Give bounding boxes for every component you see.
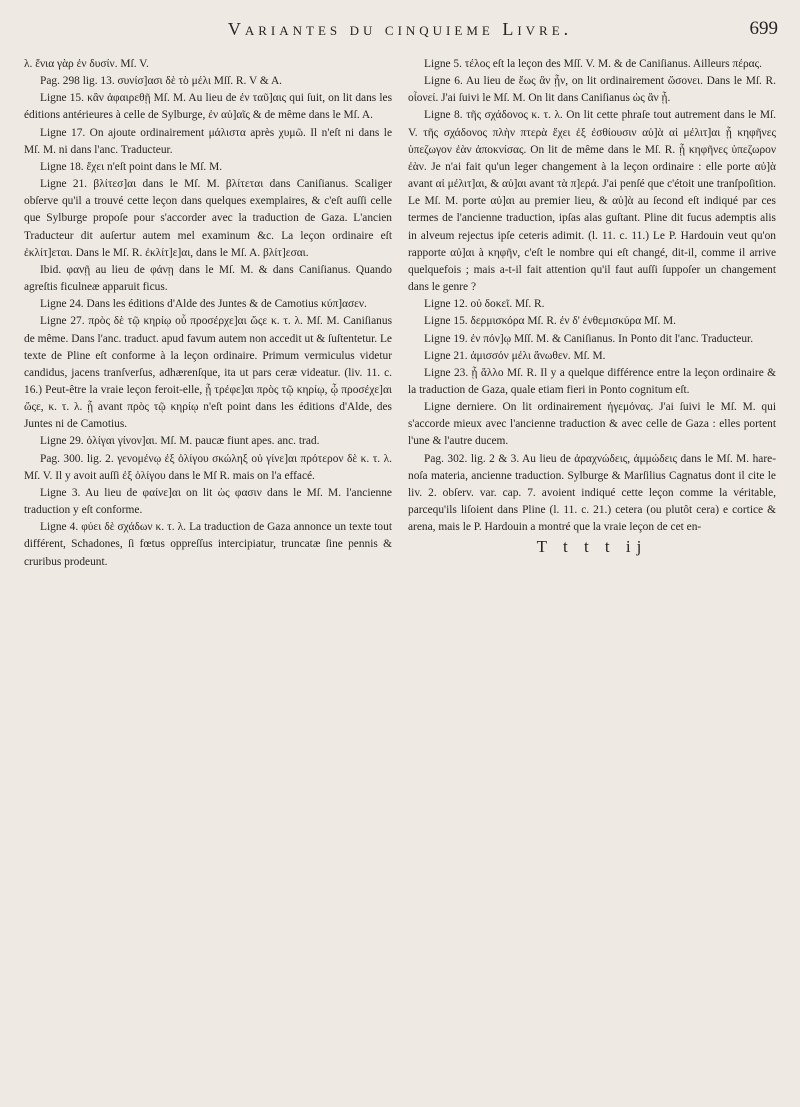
- variant-note: Ligne 12. οὐ δοκεῖ. Mſ. R.: [424, 298, 545, 311]
- variant-note: Ligne 19. ἐν πόν]ῳ Mſſ. M. & Caniſianus. In Ponto dit l'anc. Traducteur.: [424, 332, 754, 345]
- variant-note: Ligne 17. On ajoute ordinairement μάλιστα après χυμῶ. Il n'eſt ni dans le Mſ. M. ni dans l'anc. Traducteur.: [24, 126, 392, 156]
- variant-note: Ligne 3. Au lieu de φαίνε]αι on lit ὡς φασιν dans le Mſ. M. l'ancienne traduction y eſt conforme.: [24, 486, 392, 517]
- variant-note: Ligne 21. βλίτεσ]αι dans le Mſ. M. βλίτεται dans Caniſianus. Scaliger obſerve qu'il a trouvé cette leçon dans quelques exemplaires, & c'eſt auſſi celle que Sylburge propoſe pour s'accorder avec la traduction de Gaza. L'ancien Traducteur dit auſertur autem mel examinum &c. La leçon ordinaire eſt ἐκλίτ]εται. Dans le Mſ. R. ἐκλίτ]ε]αι, dans le Mſ. A. βλίτ]εσαι.: [24, 178, 392, 259]
- variant-note: Ligne 8. τῆς σχάδονος κ. τ. λ. On lit cette phraſe tout autrement dans le Mſ. V. τῆς σχάδονος πλὴν πτερὰ ἔχει ἐξ ἐσθίουσιν αὐ]ὰ αἱ μέλιτ]αι ᾗ κηφῆνες ὑπεζωγον ἐὰν ἀποκνίσας. On lit de même dans le Mſ. R. ᾗ κηφῆνες ὑπεζωρον ἐὰν. Je n'ai fait qu'un leger changement à la leçon ordinaire : elle porte αὐ]ὰ avant αἱ μέλιτ]αι, & αὐ]αι avant τὰ π]ερά. J'ai penſé que c'étoit une tranſpoſition. Le Mſ. M. porte αὐ]αι au premier lieu, & αὐ]ὰ au ſecond eſt indiqué par ces termes de l'ancienne traduction, ipſas alas guſtant. Pline dit fucus ademptis alis in alveum rejectus ipſe ceteris adimit. (l. 11. c. 11.) Le P. Hardouin veut qu'on rapporte αὐ]αι à κηφῆν, c'eſt le nombre qui eſt changé, dit-il, comme il arrive quelquefois ; mais a-t-il fait attention qu'il faut auſſi ſuppoſer un changement dans le genre ?: [408, 109, 776, 294]
- variant-note: Ligne 15. δερμισκόρα Mſ. R. ἐν δ' ἐνθεμισκύρα Mſ. M.: [424, 315, 676, 328]
- variant-note: Ligne 29. ὀλίγαι γίνον]αι. Mſ. M. paucæ fiunt apes. anc. trad.: [40, 435, 320, 448]
- variant-note: Ligne 27. πρὸς δὲ τῷ κηρίῳ οὗ προσέρχε]αι ὥςε κ. τ. λ. Mſ. M. Caniſianus de même. Dans l'anc. traduct. apud favum autem non accedit ut & ſuſtentetur. Le texte de Pline eſt conforme à la leçon ordinaire. Primum vermiculus videtur candidus, jacens tranſverſus, adhærenſque, ita ut pars ceræ videatur. (liv. 11. c. 16.) Peut-être la vraie leçon feroit-elle, ᾗ τρέφε]αι πρὸς τῷ κηρίῳ, ᾧ προσέχε]αι ὥςε, κ. τ. λ. ᾗ avant πρὸς τῷ κηρίῳ n'eſt point dans les éditions d'Alde, des Juntes ni de Camotius.: [24, 315, 392, 431]
- page-number: 699: [749, 18, 778, 39]
- text-columns: [24, 56, 776, 1101]
- variant-note: Ligne 21. ἀμισσόν μέλι ἄνωθεν. Mſ. M.: [424, 349, 606, 362]
- variant-note: Ligne 18. ἔχει n'eſt point dans le Mſ. M.: [40, 160, 223, 173]
- page-header: [22, 14, 778, 44]
- variant-note: Ligne 15. κἂν ἀφαιρεθῇ Mſ. M. Au lieu de ἐν ταῦ]αις qui ſuit, on lit dans les éditions antérieures à celle de Sylburge, ἐν αὐ]αῖς & de même dans le Mſ. A.: [24, 92, 392, 122]
- variant-note: Ligne derniere. On lit ordinairement ἡγεμόνας. J'ai ſuivi le Mſ. M. qui s'accorde mieux avec l'ancienne traduction & avec celle de Gaza : elles portent l'une & l'autre ducem.: [408, 401, 776, 448]
- variant-note: Pag. 298 lig. 13. συνίσ]ασι δὲ τὸ μέλι Mſſ. R. V & A.: [40, 75, 283, 88]
- right-column: [408, 56, 776, 1101]
- variant-note: Ligne 6. Au lieu de ἕως ἂν ᾖν, on lit ordinairement ὥσονει. Dans le Mſ. R. οἷονεί. J'ai ſuivi le Mſ. M. On lit dans Caniſianus ὡς ἂν ᾖ.: [408, 75, 776, 105]
- variant-note: Ligne 23. ᾗ ἄλλο Mſ. R. Il y a quelque différence entre la leçon ordinaire & la traduction de Gaza, quale etiam fieri in Ponto cognitum eſt.: [408, 366, 776, 396]
- variant-note: Ligne 5. τέλος eſt la leçon des Mſſ. V. M. & de Caniſianus. Ailleurs πέρας.: [424, 58, 762, 70]
- signature-mark: T t t t ij: [536, 537, 648, 557]
- variant-note: Pag. 302. lig. 2 & 3. Au lieu de ἀραχνώδεις, ἀμμώδεις dans le Mſ. M. hare-noſa materia, ancienne traduction. Sylburge & Marſilius Cagnatus dont il cite le liv. 2. obſerv. var. cap. 7. avoient indiqué cette leçon comme la véritable, parcequ'ils liſoient dans Pline (l. 11. c. 21.) cetera (ou plutôt cera) e cortice & arena, mais le P. Hardouin a montré que la vraie leçon de cet en-: [408, 452, 776, 534]
- left-column: [24, 56, 392, 1101]
- running-title: Variantes du cinquieme Livre.: [227, 18, 573, 39]
- variant-note: Pag. 300. lig. 2. γενομένῳ ἐξ ὀλίγου σκώληξ οὐ γίνε]αι πρότερον δὲ κ. τ. λ. Mſ. V. Il y avoit auſſi ἐξ ὀλίγου dans le Mſ R. mais on l'a effacé.: [24, 452, 392, 482]
- variant-note: Ligne 24. Dans les éditions d'Alde des Juntes & de Camotius κύπ]ασεν.: [40, 298, 367, 311]
- variant-note: Ligne 4. φύει δὲ σχάδων κ. τ. λ. La traduction de Gaza annonce un texte tout différent, Schadones, ſi fœtus oppreſſus intercipiatur, truncatæ ſine pennis & cruribus prodeunt.: [24, 521, 392, 568]
- variant-note: λ. ἔνια γὰρ ἐν δυσίν. Mſ. V.: [24, 58, 149, 70]
- variant-note: Ibid. φανῇ au lieu de φάνῃ dans le Mſ. M. & dans Caniſianus. Quando agreſtis ficulneæ apparuit ficus.: [24, 263, 392, 294]
